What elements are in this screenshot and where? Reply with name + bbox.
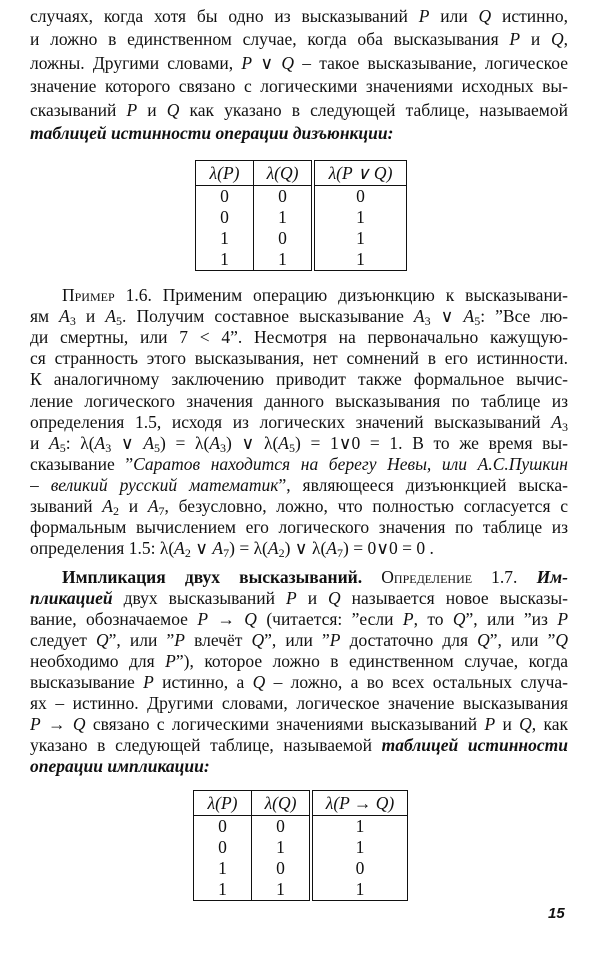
text-line (62, 284, 568, 306)
text-segment: связано с логическими значениями высказываний (85, 714, 485, 734)
text-line (30, 5, 568, 27)
text-segment: и (30, 432, 50, 453)
text-segment: Саратов находится на берегу Невы, или А.С.Пушкин (133, 453, 568, 474)
text-line (30, 99, 568, 121)
text-line (30, 713, 568, 735)
text-segment: – великий русский математик (30, 474, 279, 495)
text-segment: таблицей истинности операции дизъюнкции: (30, 123, 394, 143)
text-segment: A (413, 306, 425, 327)
text-segment: и (520, 29, 551, 50)
text-segment: двух высказываний (112, 588, 286, 608)
page-number: 15 (548, 905, 565, 922)
text-segment: ”, или ” (264, 630, 330, 650)
table-row (194, 858, 408, 879)
text-segment: – такое высказывание, логическое (294, 52, 568, 73)
table-row (196, 228, 407, 249)
text-segment: Q (96, 630, 109, 650)
text-segment: Q (550, 29, 564, 50)
table-cell: 0 (254, 186, 314, 208)
subscript: 7 (158, 504, 165, 517)
text-segment: P (143, 672, 154, 692)
table-cell: 1 (313, 228, 407, 249)
text-segment: A (59, 306, 70, 327)
text-segment: и (75, 306, 106, 327)
subscript: 5 (116, 314, 123, 328)
table-cell: 1 (254, 207, 314, 228)
text-line (30, 28, 568, 50)
text-segment: A (212, 538, 224, 559)
subscript: 3 (220, 440, 227, 454)
text-segment: Q (72, 714, 86, 734)
text-segment: ) ∨ λ( (226, 432, 279, 453)
text-segment: ям (30, 306, 60, 327)
subscript: 5 (288, 440, 295, 454)
text-segment: ”), которое ложно в единственном случае, когда (175, 651, 568, 671)
text-segment: и ложно в единственном случае, когда оба высказывания (30, 29, 510, 50)
subscript: 2 (184, 546, 191, 560)
table-cell: 1 (313, 207, 407, 228)
subscript: 3 (105, 440, 112, 454)
subscript: 3 (562, 419, 568, 433)
table-cell: 0 (196, 207, 254, 228)
text-segment: влечёт (184, 630, 252, 650)
table-cell: 1 (311, 879, 408, 901)
table-header: λ(Q) (252, 791, 312, 816)
table-row (194, 837, 408, 858)
text-segment: A (551, 411, 562, 432)
table-header: λ(Q) (254, 161, 314, 186)
text-segment: P (126, 99, 138, 120)
text-segment: P (197, 609, 209, 629)
text-segment: A (102, 496, 113, 516)
text-line (30, 755, 568, 777)
text-segment: Им- (536, 567, 568, 587)
table-row (194, 879, 408, 901)
text-segment: и (495, 714, 520, 734)
text-segment: ях – истинно. Другими словами, логическое значение высказывания (30, 693, 568, 713)
text-segment: указано в следующей таблице, называемой (30, 735, 382, 755)
subscript: 3 (424, 314, 431, 328)
text-line (30, 650, 568, 672)
text-segment: A (147, 496, 159, 516)
text-segment: и (119, 496, 148, 516)
table-header-row (194, 791, 408, 816)
text-segment: ”, или ”из (465, 609, 558, 629)
text-segment: A (209, 432, 221, 453)
text-segment: пликацией (30, 588, 113, 608)
table-cell: 1 (311, 837, 408, 858)
table-header: λ(P → Q) (311, 791, 408, 816)
table-header: λ(P ∨ Q) (313, 161, 407, 186)
table-cell: 0 (311, 858, 408, 879)
table-row (194, 816, 408, 838)
text-segment: P (484, 714, 496, 734)
text-segment: → (208, 609, 245, 629)
text-segment: Q (251, 630, 265, 650)
subscript: 3 (69, 314, 76, 328)
text-segment: ) ∨ λ( (284, 538, 327, 559)
table-row (196, 249, 407, 271)
text-line (30, 734, 568, 756)
text-segment: P (174, 630, 185, 650)
text-line (30, 122, 568, 144)
text-segment: сказывание ” (30, 453, 134, 474)
subscript: 5 (154, 440, 161, 454)
text-line (30, 587, 568, 609)
text-segment: : λ( (65, 432, 95, 453)
text-segment: и (137, 99, 167, 120)
table-cell: 1 (196, 249, 254, 271)
text-segment: ) = 1∨0 = 1. В то же время вы- (294, 432, 568, 453)
subscript: 2 (113, 504, 119, 517)
text-line (30, 537, 568, 559)
text-line (30, 52, 568, 74)
text-segment: A (326, 538, 337, 559)
text-segment: значение которого связано с логическими значениями исходных вы- (30, 76, 568, 97)
text-segment: истинно, а (153, 672, 253, 692)
text-segment: P (241, 52, 253, 73)
text-line (30, 453, 568, 475)
text-line (30, 495, 568, 517)
text-segment: операции импликации: (30, 756, 210, 776)
table-row (196, 207, 407, 228)
text-segment: Пример 1.6. (62, 285, 152, 305)
subscript: 2 (278, 546, 285, 560)
text-segment: P (418, 6, 430, 26)
text-segment: , (563, 29, 568, 50)
text-segment: определения 1.5, исходя из логических значений высказываний (30, 411, 552, 432)
text-segment: ∨ (252, 52, 282, 73)
text-line (30, 474, 568, 496)
text-segment: Q (519, 714, 532, 734)
text-segment: Q (478, 6, 492, 26)
text-segment: Q (452, 609, 466, 629)
text-line (30, 692, 568, 714)
text-segment: и (296, 588, 329, 608)
text-segment: или (429, 6, 479, 26)
text-segment: Q (555, 630, 568, 650)
text-segment: – ложно, а во всех остальных случа- (265, 672, 568, 692)
text-segment: определения 1.5: λ( (30, 538, 175, 559)
table-header: λ(P) (194, 791, 252, 816)
text-segment: ) = λ( (160, 432, 210, 453)
table-cell: 1 (252, 837, 312, 858)
text-line (30, 608, 568, 630)
text-segment: P (509, 29, 521, 50)
text-segment: ∨ (111, 432, 144, 453)
table-cell: 0 (313, 186, 407, 208)
text-segment: A (267, 538, 279, 559)
text-line (30, 516, 568, 538)
table-header-row (196, 161, 407, 186)
text-segment: К аналогичному заключению приводит также формальное вычис- (30, 369, 568, 390)
text-line (30, 75, 568, 97)
text-segment: Q (244, 609, 257, 629)
text-segment: ди смертны, или 7 < 4”. Несмотря на первоначально кажущую- (30, 327, 568, 348)
text-segment: A (94, 432, 106, 453)
text-segment: A (174, 538, 185, 559)
text-segment: ”, или ” (489, 630, 556, 650)
subscript: 7 (337, 546, 343, 560)
text-segment: называется новое высказы- (340, 588, 568, 608)
text-segment: ) = λ( (229, 538, 268, 559)
text-segment: P (329, 630, 341, 650)
text-segment: ∨ (430, 306, 464, 327)
text-line (30, 305, 568, 327)
text-segment: вание, обозначаемое (30, 609, 198, 629)
text-line (30, 368, 568, 390)
text-segment: ся странность этого высказывания, нет сомнений в его истинности. (30, 348, 568, 369)
text-segment: A (49, 432, 60, 453)
table-cell: 0 (194, 816, 252, 838)
text-segment: случаях, когда хотя бы одно из высказываний (30, 6, 419, 26)
text-segment: формальным вычислением его логического значения по таблице из (30, 517, 568, 538)
text-line (30, 390, 568, 412)
text-segment: Q (477, 630, 490, 650)
table-row (196, 186, 407, 208)
text-segment: высказывание (30, 672, 144, 692)
table-header: λ(P) (196, 161, 254, 186)
text-segment: необходимо для (30, 651, 166, 671)
text-segment: P (557, 609, 568, 629)
text-line (30, 671, 568, 693)
text-segment: Q (166, 99, 180, 120)
text-segment: следует (30, 630, 96, 650)
subscript: 5 (59, 440, 66, 454)
text-segment: таблицей истинности (381, 735, 568, 755)
text-segment: ложны. Другими словами, (30, 52, 242, 73)
text-segment: как указано в следующей таблице, называемой (179, 99, 568, 120)
text-segment: A (105, 306, 117, 327)
text-segment: , безусловно, ложно, что полностью согласуется с (164, 496, 568, 516)
subscript: 5 (474, 314, 481, 328)
table-cell: 1 (196, 228, 254, 249)
text-line (30, 326, 568, 348)
text-segment: , как (531, 714, 568, 734)
table-cell: 0 (254, 228, 314, 249)
text-segment: . Получим составное высказывание (122, 306, 414, 327)
table-cell: 1 (311, 816, 408, 838)
table-cell: 1 (313, 249, 407, 271)
text-segment: Определение 1.7. (381, 567, 518, 587)
table-cell: 1 (194, 879, 252, 901)
text-segment: , то (413, 609, 453, 629)
text-segment: A (463, 306, 475, 327)
text-segment: P (165, 651, 176, 671)
text-segment: Импликация двух высказываний. (62, 567, 363, 587)
disjunction-truth-table (195, 160, 407, 271)
text-segment: ление логического значения данного высказывания по таблице из (30, 390, 568, 411)
text-segment: истинно, (491, 6, 568, 26)
text-segment: A (278, 432, 289, 453)
text-segment: ∨ (190, 538, 213, 559)
text-segment: A (143, 432, 155, 453)
table-cell: 0 (196, 186, 254, 208)
text-segment: ) = 0∨0 = 0 . (343, 538, 434, 559)
text-segment: Q (281, 52, 295, 73)
text-segment (517, 567, 536, 587)
text-segment: : ”Все лю- (480, 306, 568, 327)
text-line (30, 411, 568, 433)
table-cell: 1 (194, 858, 252, 879)
text-segment: сказываний (30, 99, 127, 120)
text-segment: зываний (30, 496, 103, 516)
table-cell: 1 (254, 249, 314, 271)
text-segment: Q (328, 588, 341, 608)
text-segment: Применим операцию дизъюнкцию к высказывани- (151, 285, 568, 305)
text-segment: P (286, 588, 297, 608)
text-line (30, 347, 568, 369)
implication-truth-table (193, 790, 408, 901)
text-segment: ”, или ” (108, 630, 175, 650)
subscript: 7 (223, 546, 230, 560)
table-cell: 0 (194, 837, 252, 858)
text-segment (362, 567, 381, 587)
table-cell: 1 (252, 879, 312, 901)
table-cell: 0 (252, 858, 312, 879)
text-line (30, 629, 568, 651)
text-segment: P (402, 609, 414, 629)
text-line (30, 432, 568, 454)
text-segment: ”, являющееся дизъюнкцией выска- (278, 474, 568, 495)
text-segment: (читается: ”если (256, 609, 403, 629)
text-segment: достаточно для (340, 630, 478, 650)
text-segment: Q (252, 672, 266, 692)
text-segment: → (40, 714, 73, 734)
text-segment: P (30, 714, 41, 734)
text-line (62, 566, 568, 588)
table-cell: 0 (252, 816, 312, 838)
